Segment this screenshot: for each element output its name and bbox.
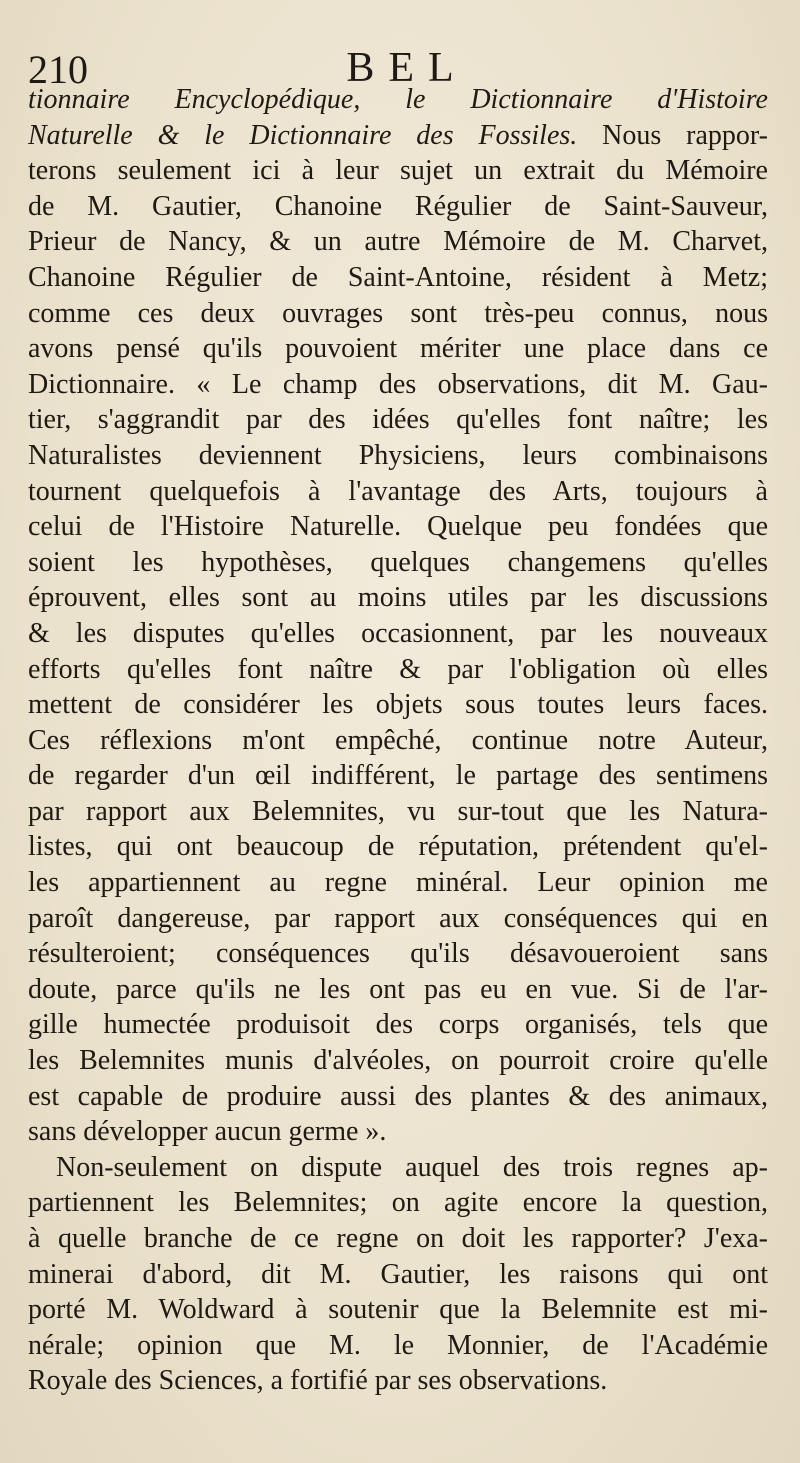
body-text: [28, 82, 768, 1399]
text-segment: Royale des Sciences, a fortifié par ses observations.: [28, 1365, 608, 1397]
text-segment: par rapport aux Belemnites, vu sur-tout que les Natura-: [28, 795, 768, 827]
text-line: [28, 616, 768, 652]
text-segment: résulteroient; conséquences qu'ils désavoueroient sans: [28, 938, 768, 970]
text-line: [28, 367, 768, 403]
text-segment: Ces réflexions m'ont empêché, continue notre Auteur,: [28, 724, 768, 756]
text-segment: Dictionnaire. « Le champ des observations, dit M. Gau-: [28, 368, 768, 400]
text-segment: les appartiennent au regne minéral. Leur opinion me: [28, 867, 768, 899]
text-line: [28, 652, 768, 688]
text-line: [28, 153, 768, 189]
text-line: [28, 936, 768, 972]
text-line: [28, 402, 768, 438]
text-segment: Naturelle & le Dictionnaire des Fossiles.: [28, 119, 578, 151]
text-segment: doute, parce qu'ils ne les ont pas eu en vue. Si de l'ar-: [28, 973, 768, 1005]
text-line: [28, 82, 768, 118]
text-segment: sans développer aucun germe ».: [28, 1116, 387, 1148]
text-line: [28, 580, 768, 616]
page-number: 210: [28, 47, 88, 92]
text-line: [28, 1114, 768, 1150]
text-segment: tournent quelquefois à l'avantage des Arts, toujours à: [28, 475, 768, 507]
text-segment: porté M. Woldward à soutenir que la Belemnite est mi-: [28, 1294, 768, 1326]
text-line: [28, 1221, 768, 1257]
text-line: [28, 687, 768, 723]
text-line: [28, 723, 768, 759]
text-segment: mettent de considérer les objets sous toutes leurs faces.: [28, 689, 768, 721]
text-segment: & les disputes qu'elles occasionnent, par les nouveaux: [28, 617, 768, 649]
text-line: [28, 260, 768, 296]
text-line: [28, 1185, 768, 1221]
text-line: [28, 1079, 768, 1115]
text-line: [28, 224, 768, 260]
text-segment: les Belemnites munis d'alvéoles, on pourroit croire qu'elle: [28, 1045, 768, 1077]
text-segment: partiennent les Belemnites; on agite encore la question,: [28, 1187, 768, 1219]
text-line: [28, 1007, 768, 1043]
text-segment: Naturalistes deviennent Physiciens, leurs combinaisons: [28, 439, 768, 471]
text-segment: de M. Gautier, Chanoine Régulier de Saint-Sauveur,: [28, 190, 768, 222]
text-segment: Non-seulement on dispute auquel des trois regnes ap-: [56, 1151, 768, 1183]
text-segment: avons pensé qu'ils pouvoient mériter une place dans ce: [28, 333, 768, 365]
text-segment: nérale; opinion que M. le Monnier, de l'Académie: [28, 1329, 768, 1361]
text-line: [28, 189, 768, 225]
text-segment: paroît dangereuse, par rapport aux conséquences qui en: [28, 902, 768, 934]
text-line: [28, 1328, 768, 1364]
text-line: [28, 296, 768, 332]
text-line: [28, 972, 768, 1008]
text-segment: efforts qu'elles font naître & par l'obligation où elles: [28, 653, 768, 685]
text-line: [28, 545, 768, 581]
text-line: [28, 794, 768, 830]
text-line: [28, 1257, 768, 1293]
text-segment: est capable de produire aussi des plantes & des animaux,: [28, 1080, 768, 1112]
text-line: [28, 758, 768, 794]
text-segment: gille humectée produisoit des corps organisés, tels que: [28, 1009, 768, 1041]
text-segment: soient les hypothèses, quelques changemens qu'elles: [28, 546, 768, 578]
text-segment: tionnaire Encyclopédique, le Dictionnaire d'Histoire: [28, 84, 768, 115]
text-segment: listes, qui ont beaucoup de réputation, prétendent qu'el-: [28, 831, 768, 863]
text-segment: minerai d'abord, dit M. Gautier, les raisons qui ont: [28, 1258, 768, 1290]
text-line: [28, 1363, 768, 1399]
text-segment: éprouvent, elles sont au moins utiles par les discussions: [28, 582, 768, 614]
text-segment: comme ces deux ouvrages sont très-peu connus, nous: [28, 297, 768, 329]
text-line: [28, 331, 768, 367]
text-line: [28, 901, 768, 937]
running-head: BEL: [346, 45, 468, 91]
text-line: [28, 509, 768, 545]
text-line: [28, 118, 768, 154]
text-line: [28, 865, 768, 901]
text-line: [28, 1043, 768, 1079]
text-segment: à quelle branche de ce regne on doit les rapporter? J'exa-: [28, 1223, 768, 1254]
text-segment: Prieur de Nancy, & un autre Mémoire de M. Charvet,: [28, 226, 768, 258]
text-segment: Chanoine Régulier de Saint-Antoine, résident à Metz;: [28, 261, 768, 293]
text-segment: celui de l'Histoire Naturelle. Quelque peu fondées que: [28, 511, 768, 543]
text-line: [28, 1292, 768, 1328]
text-line: [28, 1150, 768, 1186]
text-line: [28, 829, 768, 865]
text-segment: tier, s'aggrandit par des idées qu'elles font naître; les: [28, 404, 768, 436]
text-segment: de regarder d'un œil indifférent, le partage des sentimens: [28, 760, 768, 792]
text-segment: Nous rappor-: [577, 119, 768, 151]
text-line: [28, 474, 768, 510]
text-segment: terons seulement ici à leur sujet un extrait du Mémoire: [28, 155, 768, 187]
text-line: [28, 438, 768, 474]
